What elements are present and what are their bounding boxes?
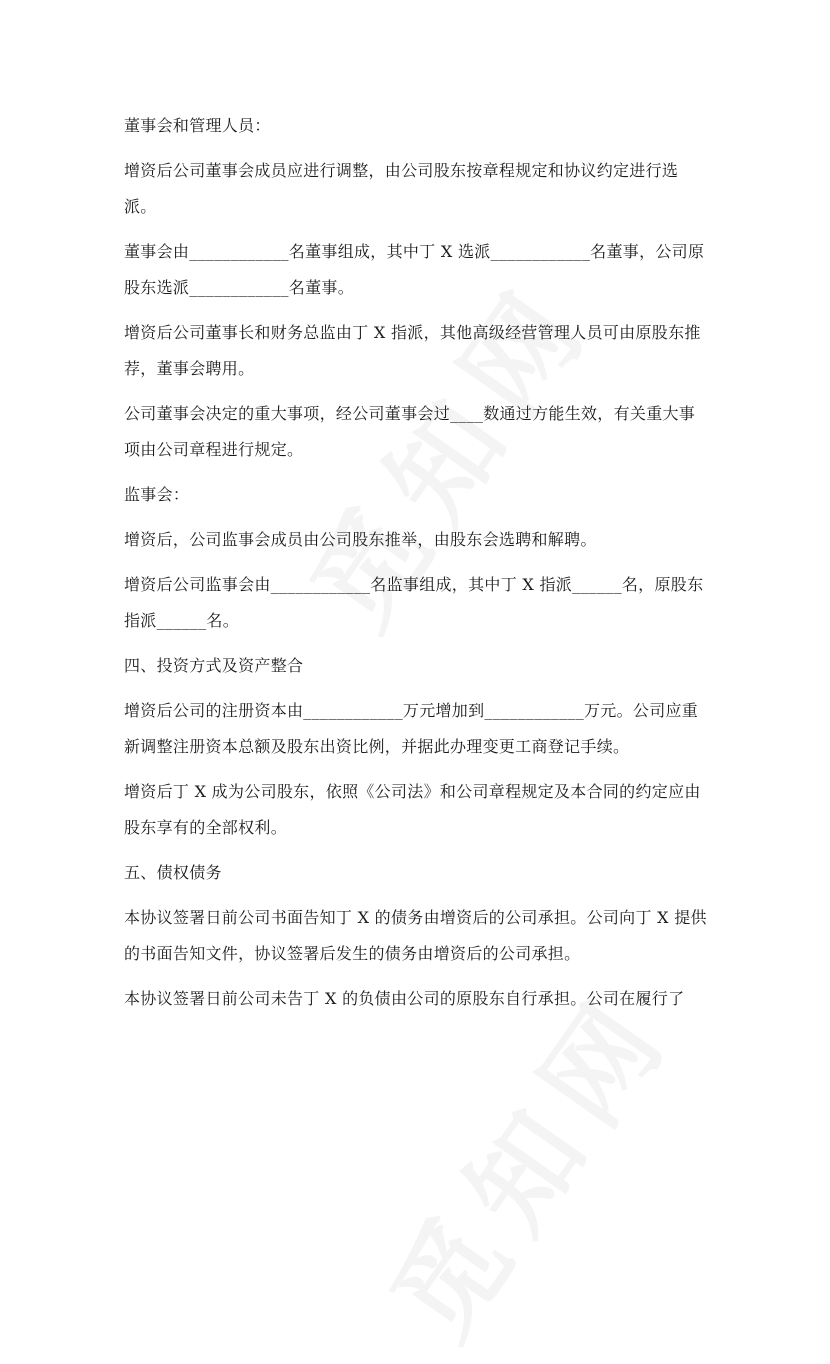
section-heading-supervisors: 监事会： [124, 485, 190, 504]
paragraph: 董事会由____________名董事组成，其中丁 X 选派____________名董事，公司原股东选派____________名董事。 [124, 242, 705, 297]
paragraph: 本协议签署日前公司书面告知丁 X 的债务由增资后的公司承担。公司向丁 X 提供的书面告知文件，协议签署后发生的债务由增资后的公司承担。 [124, 908, 707, 963]
paragraph: 增资后，公司监事会成员由公司股东推举，由股东会选聘和解聘。 [124, 530, 597, 549]
paragraph: 增资后公司的注册资本由____________万元增加到____________万元。公司应重新调整注册资本总额及股东出资比例，并据此办理变更工商登记手续。 [124, 701, 699, 756]
section-heading-debts: 五、债权债务 [124, 863, 222, 882]
document-body [124, 108, 710, 1017]
paragraph: 本协议签署日前公司未告丁 X 的负债由公司的原股东自行承担。公司在履行了 [124, 989, 685, 1008]
paragraph: 增资后公司董事会成员应进行调整，由公司股东按章程规定和协议约定进行选派。 [124, 161, 679, 216]
paragraph: 增资后丁 X 成为公司股东，依照《公司法》和公司章程规定及本合同的约定应由股东享有的全部权利。 [124, 782, 701, 837]
paragraph: 公司董事会决定的重大事项，经公司董事会过____数通过方能生效，有关重大事项由公司章程进行规定。 [124, 404, 696, 459]
section-heading-board: 董事会和管理人员： [124, 116, 271, 135]
paragraph: 增资后公司董事长和财务总监由丁 X 指派，其他高级经营管理人员可由原股东推荐，董事会聘用。 [124, 323, 701, 378]
section-heading-investment: 四、投资方式及资产整合 [124, 656, 304, 675]
paragraph: 增资后公司监事会由____________名监事组成，其中丁 X 指派______名，原股东指派______名。 [124, 575, 704, 630]
